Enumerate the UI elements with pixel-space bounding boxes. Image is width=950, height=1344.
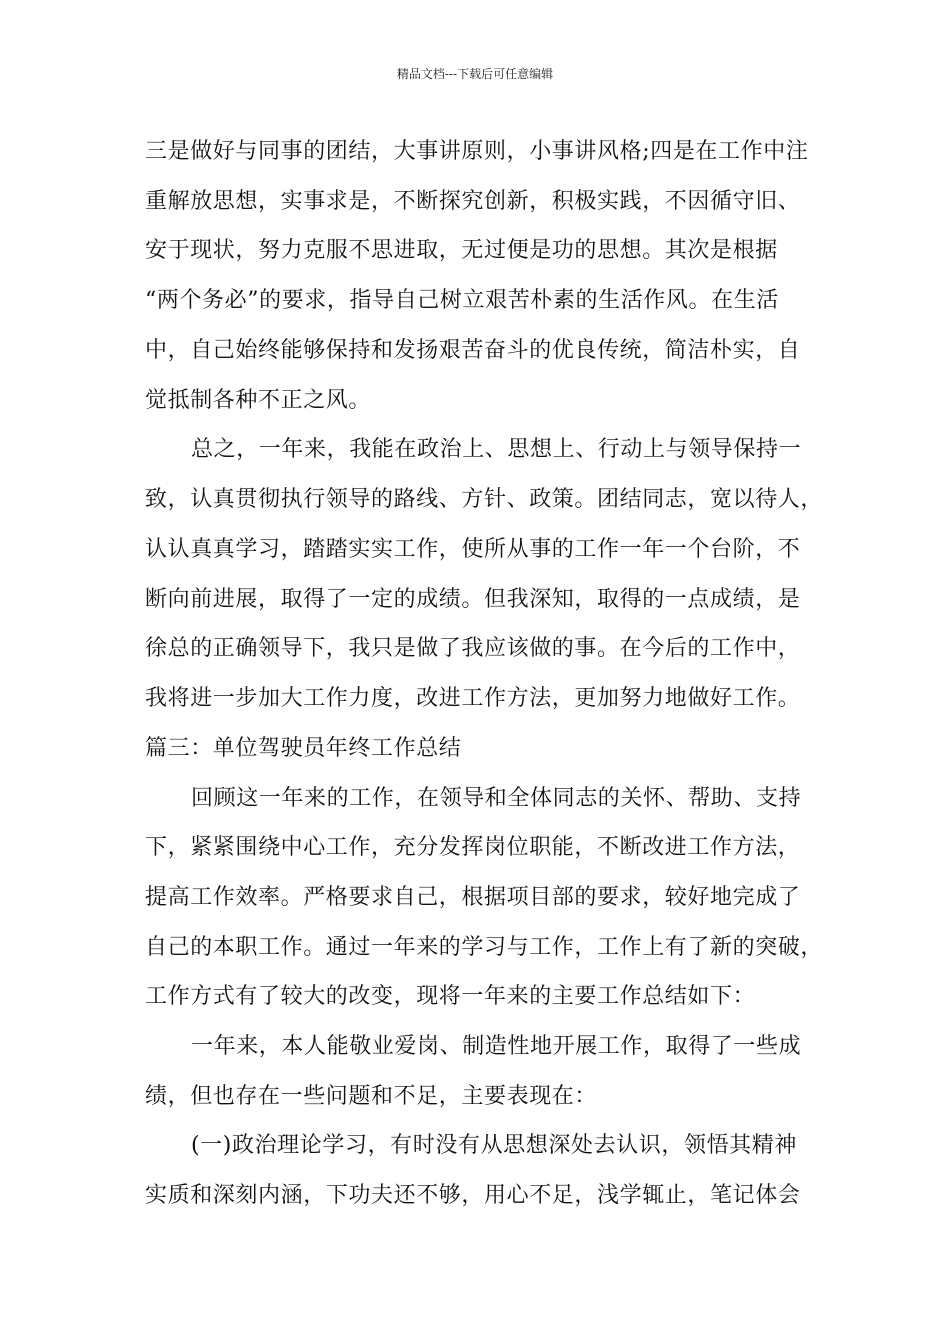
body-line: 觉抵制各种不正之风。: [145, 388, 372, 413]
section-heading: 篇三：单位驾驶员年终工作总结: [145, 736, 462, 761]
paragraph-first-line: 总之，一年来，我能在政治上、思想上、行动上与领导保持一: [191, 437, 802, 462]
body-line: 下，紧紧围绕中心工作，充分发挥岗位职能，不断改进工作方法，: [145, 835, 801, 860]
body-line: 安于现状，努力克服不思进取，无过便是功的思想。其次是根据: [145, 238, 778, 263]
body-line: 我将进一步加大工作力度，改进工作方法，更加努力地做好工作。: [145, 686, 801, 711]
body-line: 断向前进展，取得了一定的成绩。但我深知，取得的一点成绩，是: [145, 587, 801, 612]
body-line: 重解放思想，实事求是，不断探究创新，积极实践，不因循守旧、: [145, 189, 801, 214]
body-line: 徐总的正确领导下，我只是做了我应该做的事。在今后的工作中，: [145, 636, 801, 661]
body-line: 绩，但也存在一些问题和不足，主要表现在：: [145, 1084, 598, 1109]
paragraph-first-line: 一年来，本人能敬业爱岗、制造性地开展工作，取得了一些成: [191, 1034, 802, 1059]
paragraph-first-line: (一)政治理论学习，有时没有从思想深处去认识，领悟其精神: [191, 1133, 797, 1158]
body-line: 三是做好与同事的团结，大事讲原则，小事讲风格;四是在工作中注: [145, 139, 809, 164]
body-line: 工作方式有了较大的改变，现将一年来的主要工作总结如下：: [145, 984, 756, 1009]
body-line: 认认真真学习，踏踏实实工作，使所从事的工作一年一个台阶，不: [145, 537, 801, 562]
body-line: “两个务必”的要求，指导自己树立艰苦朴素的生活作风。在生活: [145, 288, 779, 313]
page-header: 精品文档---下载后可任意编辑: [396, 67, 554, 81]
body-line: 致，认真贯彻执行领导的路线、方针、政策。团结同志，宽以待人，: [145, 487, 824, 512]
body-line: 自己的本职工作。通过一年来的学习与工作，工作上有了新的突破，: [145, 935, 824, 960]
body-line: 实质和深刻内涵，下功夫还不够，用心不足，浅学辄止，笔记体会: [145, 1183, 801, 1208]
paragraph-first-line: 回顾这一年来的工作，在领导和全体同志的关怀、帮助、支持: [191, 786, 802, 811]
body-line: 中，自己始终能够保持和发扬艰苦奋斗的优良传统，简洁朴实，自: [145, 338, 801, 363]
body-line: 提高工作效率。严格要求自己，根据项目部的要求，较好地完成了: [145, 885, 801, 910]
